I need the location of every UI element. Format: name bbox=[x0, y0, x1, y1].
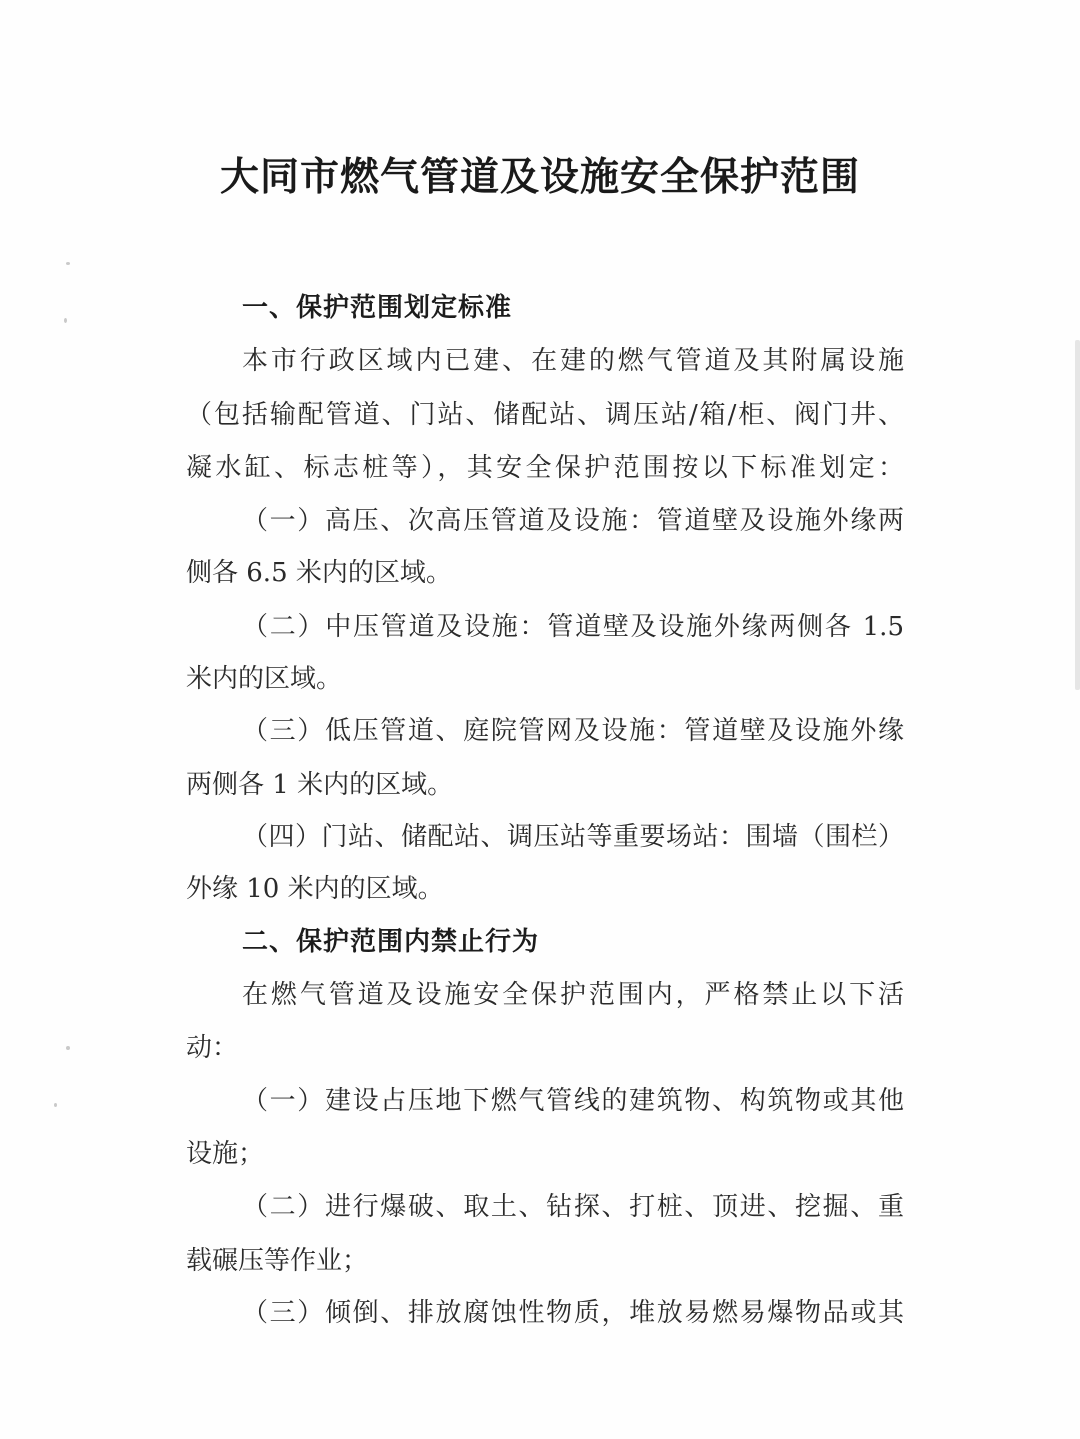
document-title: 大同市燃气管道及设施安全保护范围 bbox=[219, 155, 860, 200]
paragraph-line: 米内的区域。 bbox=[186, 664, 343, 694]
paragraph-line: 载碾压等作业； bbox=[186, 1246, 369, 1276]
paragraph-line: 设施； bbox=[186, 1139, 265, 1169]
scan-speck bbox=[66, 262, 70, 265]
scan-speck bbox=[64, 318, 67, 323]
paragraph-line: 侧各 6.5 米内的区域。 bbox=[186, 558, 452, 588]
paragraph-line: （三）低压管道、庭院管网及设施：管道壁及设施外缘 bbox=[242, 716, 904, 746]
paragraph-line: 本市行政区域内已建、在建的燃气管道及其附属设施 bbox=[242, 346, 904, 376]
paragraph-line: （二）中压管道及设施：管道壁及设施外缘两侧各 1.5 bbox=[242, 612, 904, 642]
scan-speck bbox=[54, 1103, 57, 1107]
paragraph-line: 动： bbox=[186, 1033, 239, 1063]
paragraph-line: 外缘 10 米内的区域。 bbox=[186, 874, 444, 904]
scan-speck bbox=[66, 1046, 70, 1050]
paragraph-line: （包括输配管道、门站、储配站、调压站/箱/柜、阀门井、 bbox=[186, 400, 904, 430]
scrollbar[interactable] bbox=[1075, 340, 1080, 690]
paragraph-line: 凝水缸、标志桩等），其安全保护范围按以下标准划定： bbox=[186, 453, 904, 483]
section-heading: 一、保护范围划定标准 bbox=[242, 293, 513, 323]
paragraph-line: （二）进行爆破、取土、钻探、打桩、顶进、挖掘、重 bbox=[242, 1192, 904, 1222]
paragraph-line: 两侧各 1 米内的区域。 bbox=[186, 770, 454, 800]
paragraph-line: （一）高压、次高压管道及设施：管道壁及设施外缘两 bbox=[242, 506, 904, 536]
paragraph-line: （四）门站、储配站、调压站等重要场站：围墙（围栏） bbox=[242, 822, 904, 852]
paragraph-line: （三）倾倒、排放腐蚀性物质，堆放易燃易爆物品或其 bbox=[242, 1298, 904, 1328]
section-heading: 二、保护范围内禁止行为 bbox=[242, 927, 540, 957]
paragraph-line: （一）建设占压地下燃气管线的建筑物、构筑物或其他 bbox=[242, 1086, 904, 1116]
paragraph-line: 在燃气管道及设施安全保护范围内，严格禁止以下活 bbox=[242, 980, 904, 1010]
